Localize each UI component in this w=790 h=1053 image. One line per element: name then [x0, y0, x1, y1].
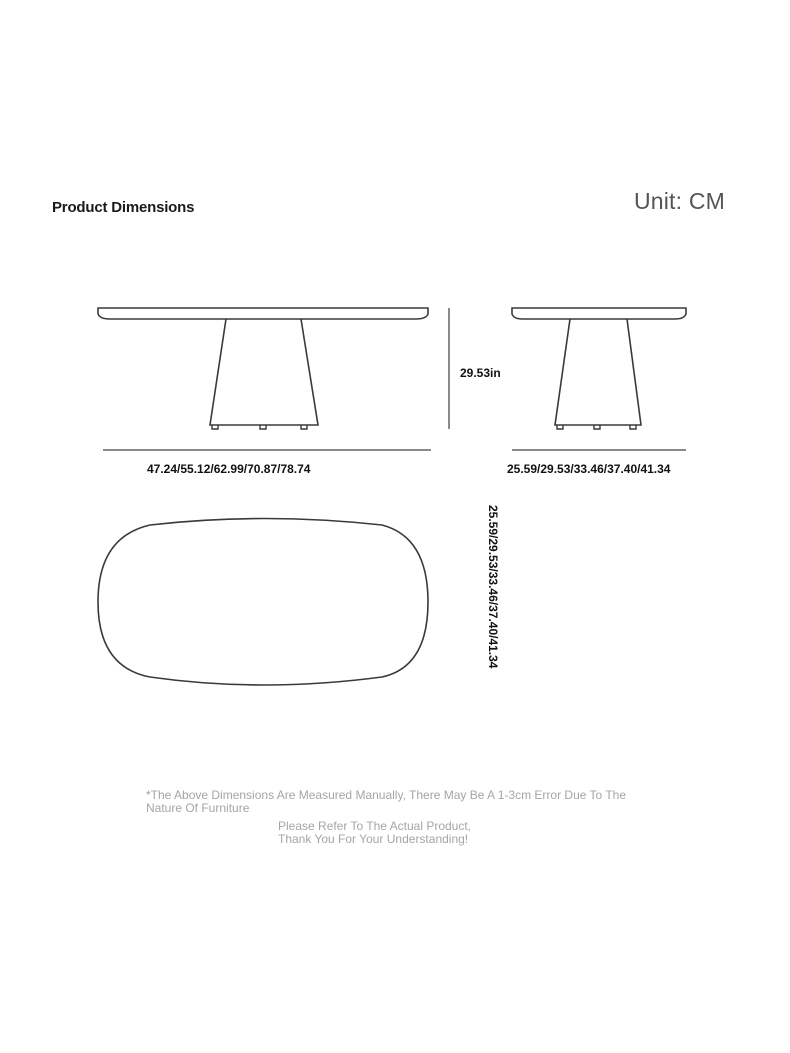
disclaimer-line-1: *The Above Dimensions Are Measured Manually, There May Be A 1-3cm Error Due To The — [146, 788, 627, 802]
side-depth-label: 25.59/29.53/33.46/37.40/41.34 — [507, 462, 671, 476]
thanks-line-2: Thank You For Your Understanding! — [278, 832, 469, 846]
front-width-label: 47.24/55.12/62.99/70.87/78.74 — [147, 462, 311, 476]
page-title: Product Dimensions — [52, 199, 195, 216]
height-label: 29.53in — [460, 366, 501, 380]
measurement-disclaimer — [146, 789, 646, 815]
thanks-note — [278, 820, 518, 846]
top-view-outline — [98, 519, 428, 686]
thanks-line-1: Please Refer To The Actual Product, — [278, 819, 472, 833]
side-pedestal — [555, 319, 641, 425]
front-tabletop — [98, 308, 428, 319]
side-tabletop — [512, 308, 686, 319]
unit-label: Unit: CM — [633, 188, 725, 214]
disclaimer-line-2: Nature Of Furniture — [146, 801, 250, 815]
side-view — [512, 308, 686, 429]
front-pedestal — [210, 319, 318, 425]
top-depth-label: 25.59/29.53/33.46/37.40/41.34 — [486, 505, 500, 669]
front-view — [98, 308, 428, 429]
